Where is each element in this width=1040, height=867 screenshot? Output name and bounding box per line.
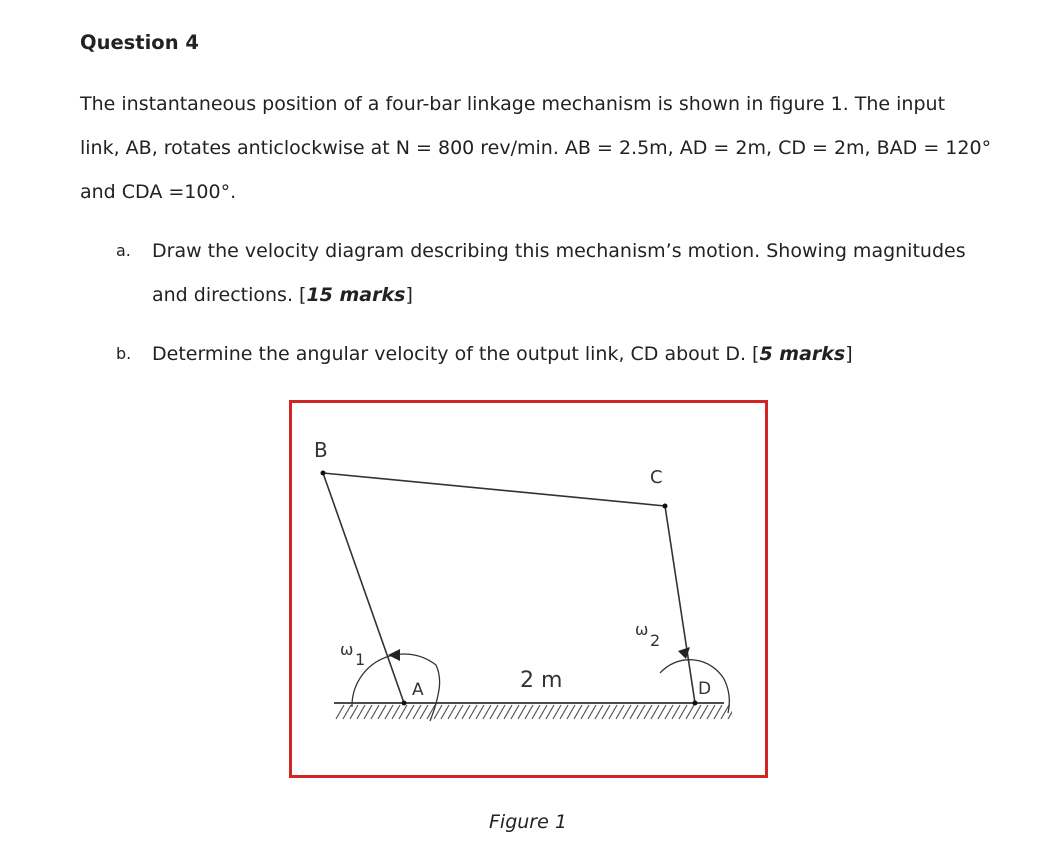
- part-a-line: Draw the velocity diagram describing this mechanism’s motion. Showing magnitudes: [152, 240, 966, 262]
- hatch-mark: [350, 705, 358, 719]
- hatch-mark: [504, 705, 512, 719]
- hatch-mark: [455, 705, 463, 719]
- hatch-mark: [497, 705, 505, 719]
- part-b-label: b.: [116, 344, 132, 363]
- question-title: Question 4: [80, 31, 199, 54]
- hatch-mark: [364, 705, 372, 719]
- label-c: C: [650, 467, 663, 488]
- hatch-mark: [413, 705, 421, 719]
- hatch-mark: [546, 705, 554, 719]
- hatch-mark: [336, 705, 344, 719]
- part-b-line-text: Determine the angular velocity of the output link, CD about D. [: [152, 343, 760, 365]
- hatch-mark: [637, 705, 645, 719]
- hatch-mark: [420, 705, 428, 719]
- hatch-mark: [378, 705, 386, 719]
- omega1-arrowhead: [388, 649, 400, 661]
- hatch-mark: [609, 705, 617, 719]
- hatch-mark: [441, 705, 449, 719]
- hatch-mark: [448, 705, 456, 719]
- part-b: [116, 332, 996, 376]
- joint-b: [321, 471, 326, 476]
- joint-c: [663, 504, 668, 509]
- hatch-mark: [679, 705, 687, 719]
- omega2-subscript: 2: [650, 631, 661, 650]
- hatch-mark: [588, 705, 596, 719]
- hatch-mark: [616, 705, 624, 719]
- label-a: A: [412, 680, 424, 700]
- part-b-line: [152, 332, 992, 376]
- hatch-mark: [686, 705, 694, 719]
- part-a-suffix: ]: [405, 284, 413, 306]
- omega1-subscript: 1: [355, 650, 366, 669]
- hatch-mark: [567, 705, 575, 719]
- figure-frame: [289, 400, 768, 778]
- hatch-mark: [532, 705, 540, 719]
- part-a-label: a.: [116, 241, 131, 260]
- part-b-suffix: ]: [845, 343, 853, 365]
- hatch-mark: [560, 705, 568, 719]
- hatch-mark: [357, 705, 365, 719]
- hatch-mark: [476, 705, 484, 719]
- hatch-mark: [672, 705, 680, 719]
- hatch-mark: [490, 705, 498, 719]
- link-bc: [323, 473, 665, 506]
- hatch-mark: [539, 705, 547, 719]
- figure-caption: Figure 1: [489, 811, 567, 833]
- intro-line: link, AB, rotates anticlockwise at N = 800 rev/min. AB = 2.5m, AD = 2m, CD = 2m, BAD = 120°: [80, 137, 992, 159]
- label-length: 2 m: [520, 668, 563, 693]
- four-bar-linkage-diagram: [292, 403, 765, 775]
- hatch-mark: [658, 705, 666, 719]
- hatch-mark: [665, 705, 673, 719]
- question-intro: [80, 82, 992, 214]
- hatch-mark: [595, 705, 603, 719]
- hatch-mark: [525, 705, 533, 719]
- part-b-text: [152, 332, 992, 376]
- hatch-mark: [581, 705, 589, 719]
- omega1-symbol: ω: [340, 640, 354, 659]
- intro-line: and CDA =100°.: [80, 181, 237, 203]
- hatch-mark: [714, 705, 722, 719]
- part-a: [116, 229, 996, 319]
- hatch-mark: [693, 705, 701, 719]
- omega2-symbol: ω: [635, 620, 649, 639]
- hatch-mark: [623, 705, 631, 719]
- label-d: D: [698, 679, 712, 699]
- hatch-mark: [469, 705, 477, 719]
- hatch-mark: [518, 705, 526, 719]
- part-a-marks: 15 marks: [306, 284, 406, 306]
- hatch-mark: [651, 705, 659, 719]
- hatch-mark: [700, 705, 708, 719]
- hatch-mark: [553, 705, 561, 719]
- part-b-marks: 5 marks: [759, 343, 846, 365]
- hatch-mark: [511, 705, 519, 719]
- part-a-line: [152, 273, 992, 317]
- hatch-mark: [707, 705, 715, 719]
- hatch-mark: [602, 705, 610, 719]
- hatch-mark: [399, 705, 407, 719]
- label-b: B: [314, 438, 328, 462]
- hatch-mark: [392, 705, 400, 719]
- hatch-mark: [462, 705, 470, 719]
- hatch-mark: [343, 705, 351, 719]
- hatch-mark: [371, 705, 379, 719]
- hatch-mark: [406, 705, 414, 719]
- hatch-mark: [644, 705, 652, 719]
- ground-hatching: [336, 705, 736, 719]
- link-cd: [665, 506, 695, 703]
- joint-a: [402, 701, 407, 706]
- hatch-mark: [385, 705, 393, 719]
- hatch-mark: [574, 705, 582, 719]
- part-a-line-text: and directions. [: [152, 284, 307, 306]
- joint-d: [693, 701, 698, 706]
- hatch-mark: [630, 705, 638, 719]
- hatch-mark: [483, 705, 491, 719]
- part-a-text: [152, 229, 992, 317]
- intro-line: The instantaneous position of a four-bar linkage mechanism is shown in figure 1. The input: [80, 93, 946, 115]
